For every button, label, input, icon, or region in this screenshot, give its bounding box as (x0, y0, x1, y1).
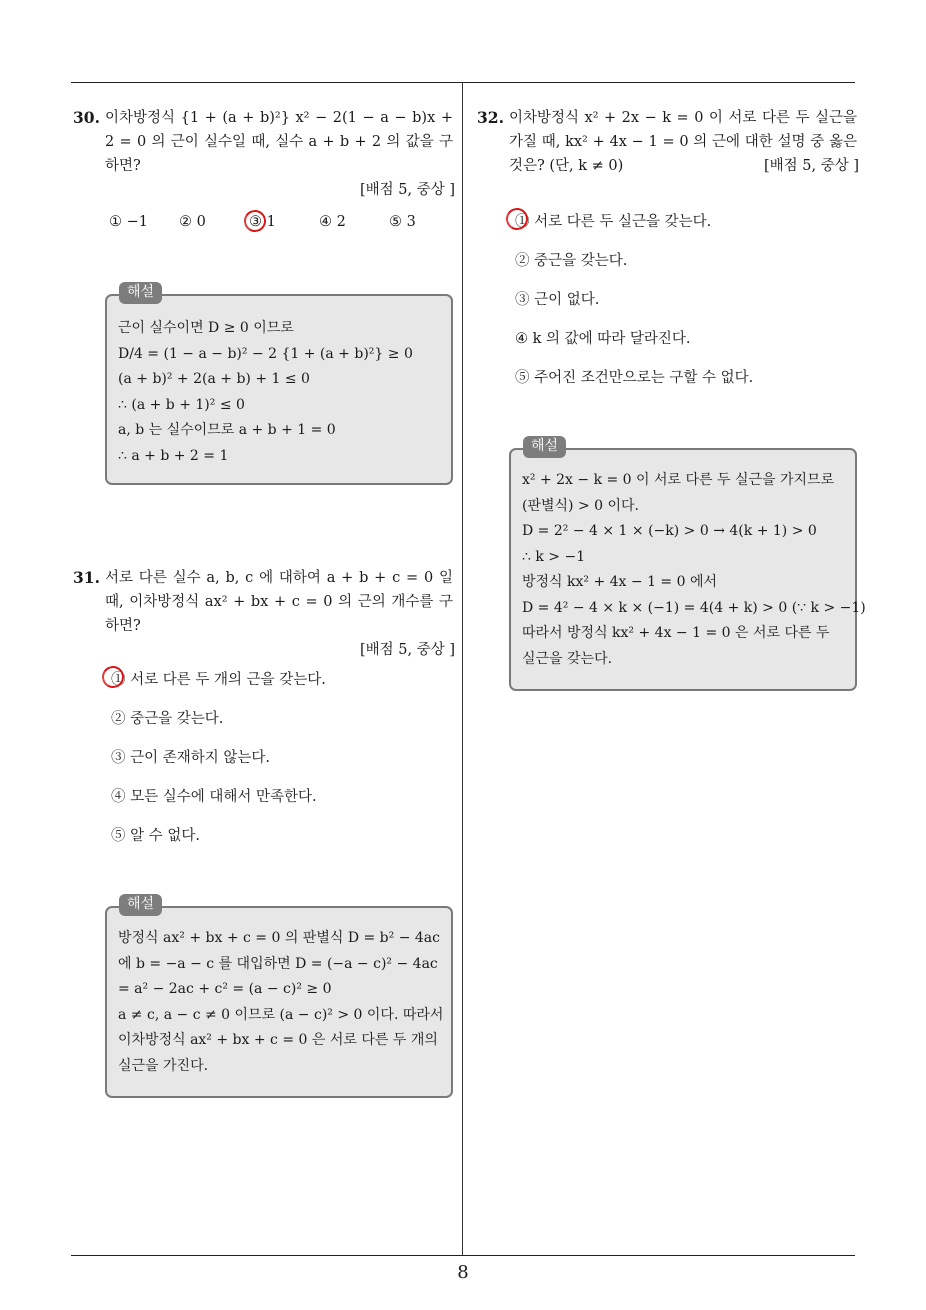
question-32 (477, 106, 859, 178)
solution-line: 방정식 ax² + bx + c = 0 의 판별식 D = b² − 4ac (118, 930, 440, 946)
solution-line: (판별식) > 0 이다. (522, 497, 639, 514)
choices-32 (511, 212, 753, 407)
question-text: 서로 다른 실수 a, b, c 에 대하여 a + b + c = 0 일 때, 이차방정식 ax² + bx + c = 0 의 근의 개수를 구하면? (105, 570, 453, 634)
question-score: [배점 5, 중상 ] (763, 158, 859, 174)
choice-3[interactable] (249, 214, 319, 230)
solution-line: 실근을 갖는다. (522, 650, 613, 667)
question-number: 32. (477, 108, 504, 127)
question-score: [배점 5, 중상 ] (359, 182, 455, 198)
solution-tag: 해설 (523, 436, 566, 458)
question-31 (73, 566, 455, 662)
choice-4[interactable]: ④ 2 (319, 214, 346, 230)
solution-line: D = 2² − 4 × 1 × (−k) > 0 → 4(k + 1) > 0 (522, 523, 817, 539)
solution-tag: 해설 (119, 282, 162, 304)
choice-5[interactable]: ⑤ 주어진 조건만으로는 구할 수 없다. (515, 370, 754, 386)
choice-1-label: ① 서로 다른 두 개의 근을 갖는다. (111, 672, 326, 688)
choice-3[interactable]: ③ 근이 존재하지 않는다. (111, 750, 270, 766)
solution-line: x² + 2x − k = 0 이 서로 다른 두 실근을 가지므로 (522, 472, 835, 488)
solution-line: D = 4² − 4 × k × (−1) = 4(4 + k) > 0 (∵ k > −1) (522, 599, 866, 616)
choice-2[interactable]: ② 중근을 갖는다. (111, 711, 224, 727)
solution-box-30 (105, 284, 453, 485)
top-rule (71, 82, 855, 83)
choice-5[interactable]: ⑤ 알 수 없다. (111, 828, 200, 844)
question-number: 31. (73, 568, 100, 587)
choice-1[interactable] (107, 670, 326, 690)
choice-1[interactable]: ① −1 (109, 214, 148, 230)
question-score: [배점 5, 중상 ] (359, 642, 455, 658)
question-number: 30. (73, 108, 100, 127)
choice-4[interactable]: ④ k 의 값에 따라 달라진다. (515, 331, 691, 347)
choice-1[interactable] (511, 212, 753, 232)
solution-line: (a + b)² + 2(a + b) + 1 ≤ 0 (118, 371, 310, 387)
column-divider (462, 83, 463, 1255)
solution-line: 따라서 방정식 kx² + 4x − 1 = 0 은 서로 다른 두 (522, 625, 830, 641)
solution-line: ∴ k > −1 (522, 548, 586, 565)
left-column (73, 106, 455, 1074)
choice-5[interactable]: ⑤ 3 (389, 214, 416, 230)
choice-1-label: ① 서로 다른 두 실근을 갖는다. (515, 214, 712, 230)
solution-box-31 (105, 896, 453, 1098)
choice-2[interactable]: ② 0 (179, 214, 206, 230)
question-text: 이차방정식 {1 + (a + b)²} x² − 2(1 − a − b)x + 2 = 0 의 근이 실수일 때, 실수 a + b + 2 의 값을 구하면? (105, 110, 453, 174)
question-30 (73, 106, 455, 202)
solution-line: a ≠ c, a − c ≠ 0 이므로 (a − c)² > 0 이다. 따라서 (118, 1006, 444, 1023)
choice-4[interactable]: ④ 모든 실수에 대해서 만족한다. (111, 789, 317, 805)
solution-tag: 해설 (119, 894, 162, 916)
solution-line: D/4 = (1 − a − b)² − 2 {1 + (a + b)²} ≥ 0 (118, 345, 413, 362)
solution-line: 근이 실수이면 D ≥ 0 이므로 (118, 320, 294, 336)
bottom-rule (71, 1255, 855, 1256)
solution-line: 에 b = −a − c 를 대입하면 D = (−a − c)² − 4ac (118, 955, 438, 972)
solution-line: = a² − 2ac + c² = (a − c)² ≥ 0 (118, 981, 332, 997)
solution-line: ∴ (a + b + 1)² ≤ 0 (118, 396, 245, 413)
choices-31 (107, 670, 326, 865)
choice-2[interactable]: ② 중근을 갖는다. (515, 253, 628, 269)
choice-3[interactable]: ③ 근이 없다. (515, 292, 600, 308)
choices-30 (109, 214, 459, 230)
solution-line: 실근을 가진다. (118, 1057, 209, 1074)
solution-line: ∴ a + b + 2 = 1 (118, 447, 229, 464)
solution-line: a, b 는 실수이므로 a + b + 1 = 0 (118, 422, 336, 438)
page-number: 8 (457, 1262, 469, 1283)
solution-line: 이차방정식 ax² + bx + c = 0 은 서로 다른 두 개의 (118, 1032, 438, 1048)
question-text: 이차방정식 x² + 2x − k = 0 이 서로 다른 두 실근을 가질 때, kx² + 4x − 1 = 0 의 근에 대한 설명 중 옳은 것은? (단, k ≠ 0) (509, 110, 857, 174)
solution-line: 방정식 kx² + 4x − 1 = 0 에서 (522, 574, 718, 590)
right-column (477, 106, 866, 667)
answer-circle-mark (242, 208, 268, 234)
choice-3-label: ③ 1 (249, 214, 276, 230)
solution-box-32 (509, 438, 866, 691)
